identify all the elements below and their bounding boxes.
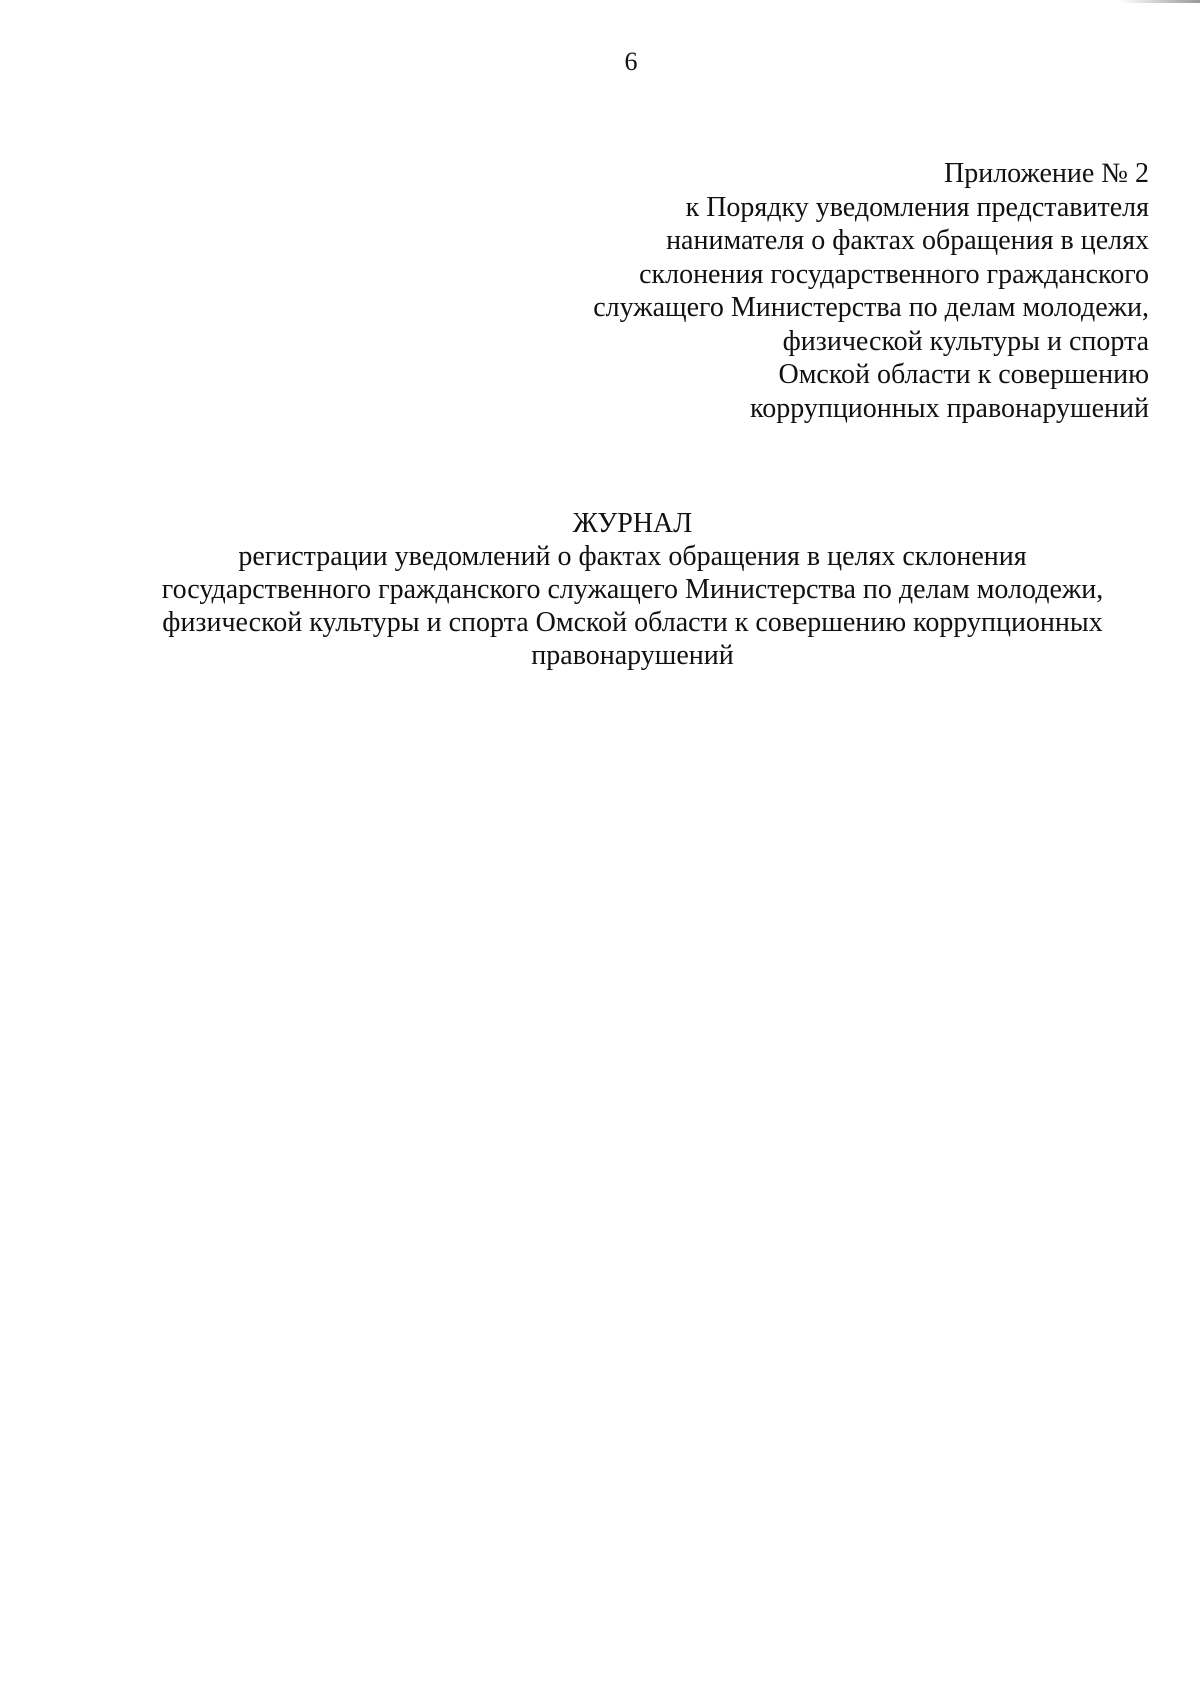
appendix-line: Омской области к совершению: [778, 359, 1149, 390]
journal-subtitle-line: регистрации уведомлений о фактах обращения в целях склонения: [238, 541, 1027, 572]
journal-subtitle-line: государственного гражданского служащего Министерства по делам молодежи,: [161, 574, 1104, 605]
journal-heading: [100, 507, 1165, 672]
appendix-line: Приложение № 2: [944, 158, 1149, 189]
appendix-line: служащего Министерства по делам молодежи,: [593, 292, 1149, 323]
journal-subtitle-line: физической культуры и спорта Омской области к совершению коррупционных: [162, 607, 1103, 638]
scan-edge-mark: [1120, 0, 1200, 3]
appendix-line: физической культуры и спорта: [782, 325, 1149, 357]
appendix-block: [449, 157, 1149, 425]
page-number: 6: [624, 47, 638, 76]
appendix-line: нанимателя о фактах обращения в целях: [666, 225, 1149, 256]
journal-subtitle-line: правонарушений: [531, 640, 734, 671]
journal-title: ЖУРНАЛ: [572, 508, 693, 539]
appendix-line: коррупционных правонарушений: [750, 392, 1149, 424]
appendix-line: склонения государственного гражданского: [639, 258, 1149, 290]
appendix-line: к Порядку уведомления представителя: [685, 191, 1149, 223]
